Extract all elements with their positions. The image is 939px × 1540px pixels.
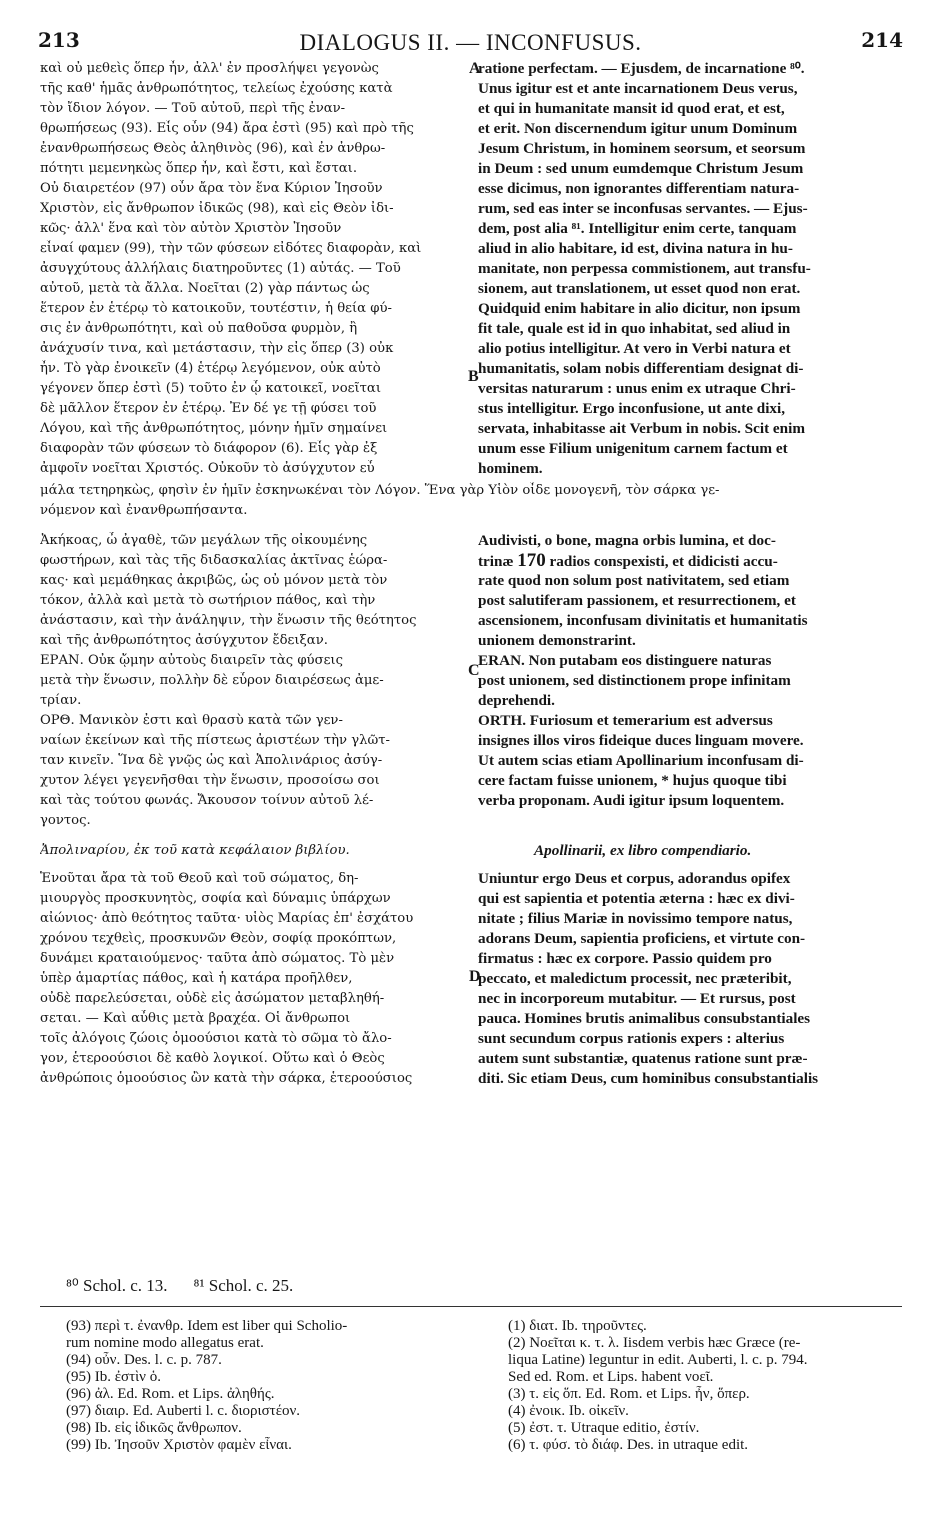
- greek-line: τόκον, ἀλλὰ καὶ μετὰ τὸ σωτήριον πάθος, καὶ τὴν: [40, 593, 376, 608]
- scholia-ref: ⁸⁰ Schol. c. 13.: [66, 1276, 168, 1295]
- latin-line: ORTH. Furiosum et temerarium est adversus: [478, 712, 773, 729]
- footnote-line: (93) περὶ τ. ἐνανθρ. Idem est liber qui Scholio-: [66, 1318, 348, 1334]
- latin-line: aliud in alio habitare, id est, divina natura in hu-: [478, 240, 793, 257]
- latin-line: stus intelligitur. Ergo inconfusione, ut ante dixi,: [478, 400, 786, 417]
- latin-line: Uniuntur ergo Deus et corpus, adorandus opifex: [478, 870, 791, 887]
- greek-line: ἀσυγχύτους ἀλλήλαις διατηροῦντες (1) αὐτάς. — Τοῦ: [40, 261, 401, 276]
- latin-text: trinæ: [478, 553, 514, 570]
- latin-line: Quidquid enim habitare in alio dicitur, non ipsum: [478, 300, 801, 317]
- greek-line: καὶ τὰς τούτου φωνάς. Ἄκουσον τοίνυν αὐτοῦ λέ-: [40, 793, 374, 808]
- greek-line: τὸν ἴδιον λόγον. — Τοῦ αὐτοῦ, περὶ τῆς ἐναν-: [40, 101, 346, 116]
- scholia-ref: ⁸¹ Schol. c. 25.: [193, 1276, 294, 1295]
- greek-line: καὶ τῆς ἀνθρωπότητος ἀσύγχυτον ἔδειξαν.: [40, 633, 328, 648]
- greek-line: ἀμφοῖν νοεῖται Χριστός. Οὐκοῦν τὸ ἀσύγχυτον εὖ: [40, 461, 375, 476]
- greek-line: ἀνάστασιν, καὶ τὴν ἀνάληψιν, τὴν ἕνωσιν τῆς θεότητος: [40, 613, 417, 628]
- greek-spanning-line: νόμενον καὶ ἐνανθρωπήσαντα.: [40, 503, 248, 518]
- greek-line: ἀνάχυσίν τινα, καὶ μετάστασιν, τὴν εἰς ὅπερ (3) οὐκ: [40, 341, 394, 356]
- latin-line: sunt secundum corpus rationis expers : alterius: [478, 1030, 785, 1047]
- greek-line: μιουργὸς προσκυνητὸς, σοφία καὶ δύναμις ὑπάρχων: [40, 891, 391, 906]
- latin-line: cere factam fuisse unionem, * hujus quoque tibi: [478, 772, 787, 789]
- latin-line: qui est sapientia et potentia æterna : hæc ex divi-: [478, 890, 795, 907]
- latin-line: peccato, et maledictum processit, nec præteribit,: [478, 970, 792, 987]
- footnote-line: (5) ἐστ. τ. Utraque editio, ἐστίν.: [508, 1420, 700, 1436]
- greek-line: διαφορὰν τῶν φύσεων τὸ διάφορον (6). Εἷς γὰρ ἐξ: [40, 441, 378, 456]
- greek-line: σις ἐν ἀνθρωπότητι, καὶ οὐ παθοῦσα φυρμὸν, ἢ: [40, 321, 358, 336]
- greek-line: δὲ μᾶλλον ἕτερον ἐν ἑτέρῳ. Ἐν δέ γε τῇ φύσει τοῦ: [40, 401, 377, 416]
- page-number-right: 214: [861, 28, 903, 52]
- footnote-line: (4) ἐνοικ. Ib. οἰκεῖν.: [508, 1403, 629, 1419]
- latin-line: ERAN. Non putabam eos distinguere naturas: [478, 652, 772, 669]
- footnote-line: (2) Νοεῖται κ. τ. λ. Iisdem verbis hæc Græce (re-: [508, 1335, 801, 1351]
- greek-line: τοῖς ἀλόγοις ζώοις ὁμοούσιοι κατὰ τὸ σῶμα τὸ ἄλο-: [40, 1031, 392, 1046]
- latin-line: servata, inhabitasse ait Verbum in nobis. Scit enim: [478, 420, 805, 437]
- latin-line: diti. Sic etiam Deus, cum hominibus consubstantialis: [478, 1070, 819, 1087]
- greek-line: τρίαν.: [40, 693, 82, 708]
- footnote-line: (3) τ. εἰς ὅπ. Ed. Rom. et Lips. ἦν, ὅπερ.: [508, 1386, 750, 1402]
- greek-line: Ἀκήκοας, ὦ ἀγαθὲ, τῶν μεγάλων τῆς οἰκουμένης: [40, 533, 368, 548]
- greek-line: Ἑνοῦται ἄρα τὰ τοῦ Θεοῦ καὶ τοῦ σώματος, δη-: [40, 871, 359, 886]
- greek-line: ἦν. Τὸ γὰρ ἐνοικεῖν (4) ἑτέρῳ λεγόμενον, οὐκ αὐτὸ: [40, 361, 381, 376]
- latin-line: ratione perfectam. — Ejusdem, de incarnatione ⁸⁰.: [478, 60, 805, 77]
- running-title: DIALOGUS II. — INCONFUSUS.: [299, 30, 642, 55]
- greek-line: Λόγου, καὶ τῆς ἀνθρωπότητος, μόνην ἡμῖν σημαίνει: [40, 421, 388, 436]
- latin-line: nec in incorporeum mutabitur. — Et rursus, post: [478, 990, 796, 1007]
- greek-line: καὶ οὐ μεθεὶς ὅπερ ἦν, ἀλλ' ἐν προσλήψει γεγονὼς: [40, 61, 379, 76]
- latin-line: hominem.: [478, 460, 543, 477]
- footnote-line: (6) τ. φύσ. τὸ διάφ. Des. in utraque edit.: [508, 1437, 749, 1453]
- footnote-line: (98) Ib. εἰς ἰδικῶς ἄνθρωπον.: [66, 1420, 242, 1436]
- greek-line: ΕΡΑΝ. Οὐκ ᾤμην αὐτοὺς διαιρεῖν τὰς φύσεις: [40, 653, 343, 668]
- latin-line: firmatus : hæc ex corpore. Passio quidem pro: [478, 950, 772, 967]
- section-letter-b: B: [468, 368, 479, 385]
- greek-line: πότητι μεμενηκὼς ὅπερ ἦν, καὶ ἔστι, καὶ ἔσται.: [40, 161, 358, 176]
- greek-line: φωστήρων, καὶ τὰς τῆς διδασκαλίας ἀκτῖνας ἑώρα-: [40, 553, 388, 568]
- greek-line: ὑπὲρ ἁμαρτίας πάθος, καὶ ἡ κατάρα προῆλθεν,: [40, 971, 353, 986]
- latin-text: radios conspexisti, et didicisti accu-: [549, 553, 778, 570]
- latin-line: Audivisti, o bone, magna orbis lumina, et doc-: [478, 532, 776, 549]
- latin-line: rum, sed eas inter se inconfusas servantes. — Ejus-: [478, 200, 808, 217]
- latin-line: Ut autem scias etiam Apollinarium inconfusam di-: [478, 752, 804, 769]
- latin-line: pauca. Homines brutis animalibus consubstantiales: [478, 1010, 811, 1027]
- page-number-left: 213: [38, 28, 80, 52]
- greek-line: σεται. — Καὶ αὖθις μετὰ βραχέα. Οἱ ἄνθρωποι: [40, 1011, 351, 1026]
- latin-line: alio potius intelligitur. At vero in Verbi natura et: [478, 340, 791, 357]
- scholia-references: [66, 1276, 293, 1296]
- latin-line: unionem demonstrarint.: [478, 632, 636, 649]
- greek-heading: Ἀπολιναρίου, ἐκ τοῦ κατὰ κεφάλαιον βιβλίου.: [40, 843, 350, 858]
- latin-line: et erit. Non discernendum igitur unum Dominum: [478, 120, 798, 137]
- footnote-line: (96) ἀλ. Ed. Rom. et Lips. ἀληθής.: [66, 1386, 275, 1402]
- greek-line: γοντος.: [40, 813, 91, 828]
- latin-line: autem sunt substantiæ, quatenus ratione sunt præ-: [478, 1050, 808, 1067]
- greek-line: γέγονεν ὅπερ ἐστὶ (5) τοῦτο ἐν ᾧ κατοικεῖ, νοεῖται: [40, 381, 382, 396]
- section-letter-c: C: [468, 662, 480, 679]
- greek-line: εἶναί φαμεν (99), τὴν τῶν φύσεων εἰδότες διαφορὰν, καὶ: [40, 241, 422, 256]
- greek-line: ναίων ἐκείνων καὶ τῆς πίστεως ἀριστέων τὴν γλῶτ-: [40, 733, 391, 748]
- latin-line: insignes illos viros fideique duces linguam movere.: [478, 732, 804, 749]
- greek-line: ἕτερον ἐν ἑτέρῳ τὸ κατοικοῦν, τουτέστιν, ἡ θεία φύ-: [40, 301, 392, 316]
- greek-line: κας· καὶ μεμάθηκας ἀκριβῶς, ὡς οὐ μόνον μετὰ τὸν: [40, 573, 388, 588]
- footnote-line: (97) διαιρ. Ed. Auberti l. c. διοριστέον.: [66, 1403, 301, 1419]
- greek-line: ΟΡΘ. Μανικὸν ἐστι καὶ θρασὺ κατὰ τῶν γεν-: [40, 713, 343, 728]
- footnote-line: Sed ed. Rom. et Lips. habent νοεῖ.: [508, 1369, 714, 1385]
- footnote-line: (99) Ib. Ἰησοῦν Χριστὸν φαμὲν εἶναι.: [66, 1437, 292, 1453]
- greek-line: χρόνου τεχθεὶς, προσκυνῶν Θεὸν, σοφίᾳ προκόπτων,: [40, 931, 397, 946]
- greek-line: Χριστὸν, εἰς ἄνθρωπον ἰδικῶς (98), καὶ εἰς Θεὸν ἰδι-: [40, 201, 394, 216]
- latin-line: adorans Deum, sapientia proficiens, et virtute con-: [478, 930, 806, 947]
- latin-line: esse dicimus, non ignorantes differentiam natura-: [478, 180, 800, 197]
- latin-line: post unionem, sed distinctionem prope infinitam: [478, 672, 791, 689]
- latin-line: ascensionem, inconfusam divinitatis et humanitatis: [478, 612, 808, 629]
- footnote-line: (94) οὖν. Des. l. c. p. 787.: [66, 1352, 222, 1368]
- greek-line: τῆς καθ' ἡμᾶς ἀνθρωπότητος, τελείως ἐχούσης κατὰ: [40, 81, 393, 96]
- latin-heading: Apollinarii, ex libro compendiario.: [534, 842, 752, 859]
- footnote-line: liqua Latine) leguntur in edit. Auberti, l. c. p. 794.: [508, 1352, 808, 1368]
- greek-line: μετὰ τὴν ἕνωσιν, πολλὴν δὲ εὗρον διαιρέσεως ἀμε-: [40, 673, 384, 688]
- greek-line: χυτον λέγει γεγενῆσθαι τὴν ἕνωσιν, προσοίσω σοι: [40, 773, 380, 788]
- latin-line: versitas naturarum : unus enim ex utraque Chri-: [478, 380, 796, 397]
- greek-spanning-line: μάλα τετηρηκὼς, φησὶν ἐν ἡμῖν ἐσκηνωκέναι τὸν Λόγον. Ἕνα γὰρ Υἱὸν οἶδε μονογενῆ, τὸν σάρκα γε-: [40, 483, 720, 498]
- greek-line: Οὐ διαιρετέον (97) οὖν ἄρα τὸν ἕνα Κύριον Ἰησοῦν: [40, 181, 383, 196]
- latin-line: deprehendi.: [478, 692, 555, 709]
- latin-line: dem, post alia ⁸¹. Intelligitur enim certe, tanquam: [478, 220, 797, 237]
- greek-line: γον, ἑτεροούσιοι δὲ καθὸ λογικοί. Οὕτω καὶ ὁ Θεὸς: [40, 1051, 385, 1066]
- latin-line: humanitatis, solam nobis differentiam designat di-: [478, 360, 804, 377]
- latin-line: et qui in humanitate mansit id quod erat, et est,: [478, 100, 785, 117]
- latin-line: in Deum : sed unum eumdemque Christum Jesum: [478, 160, 804, 177]
- greek-line: δυνάμει κραταιούμενος· ταῦτα ἀπὸ σώματος. Τὸ μὲν: [40, 951, 395, 966]
- section-letter-d: D: [469, 968, 481, 985]
- footnote-line: (95) Ib. ἐστὶν ὁ.: [66, 1369, 161, 1385]
- greek-line: αὐτοῦ, μετὰ τὰ ἄλλα. Νοεῖται (2) γὰρ πάντως ὡς: [40, 281, 370, 296]
- greek-line: κῶς· ἀλλ' ἕνα καὶ τὸν αὐτὸν Χριστὸν Ἰησοῦν: [40, 221, 342, 236]
- greek-line: ἀνθρώποις ὁμοούσιος ὢν κατὰ τὴν σάρκα, ἑτεροούσιος: [40, 1071, 413, 1086]
- latin-line: fit tale, quale est id in quo inhabitat, sed aliud in: [478, 320, 791, 337]
- latin-line: Unus igitur est et ante incarnationem Deus verus,: [478, 80, 798, 97]
- latin-line: unum esse Filium unigenitum carnem factum et: [478, 440, 788, 457]
- latin-line: sionem, aut translationem, ut esset quod non erat.: [478, 280, 801, 297]
- latin-line: post salutiferam passionem, et resurrectionem, et: [478, 592, 796, 609]
- footnote-line: (1) διατ. Ib. τηροῦντες.: [508, 1318, 647, 1334]
- latin-line: nitate ; filius Mariæ in novissimo tempore natus,: [478, 910, 793, 927]
- footnote-line: rum nomine modo allegatus erat.: [66, 1335, 264, 1351]
- section-letter-a: A: [469, 60, 481, 77]
- footnote-rule: [40, 1306, 902, 1307]
- latin-line: manitate, non perpessa commistionem, aut transfu-: [478, 260, 811, 277]
- greek-line: αἰώνιος· ἀπὸ θεότητος ταῦτα· υἱὸς Μαρίας ἐπ' ἐσχάτου: [40, 911, 414, 926]
- greek-line: ἐνανθρωπήσεως Θεὸς ἀληθινὸς (96), καὶ ἐν ἀνθρω-: [40, 141, 386, 156]
- page-header: [38, 28, 903, 62]
- latin-line: Jesum Christum, in hominem seorsum, et seorsum: [478, 140, 806, 157]
- greek-line: οὐδὲ παρελεύσεται, οὐδὲ εἰς ἀσώματον μεταβληθή-: [40, 991, 385, 1006]
- latin-line: rate quod non solum post nativitatem, sed etiam: [478, 572, 790, 589]
- latin-line: verba proponam. Audi igitur ipsum loquentem.: [478, 792, 785, 809]
- column-number: 170: [517, 552, 546, 571]
- greek-line: ταν κινεῖν. Ἵνα δὲ γνῷς ὡς καὶ Ἀπολινάριος ἀσύγ-: [40, 753, 383, 768]
- latin-line: [478, 552, 902, 571]
- greek-line: θρωπήσεως (93). Εἷς οὖν (94) ἄρα ἐστὶ (95) καὶ πρὸ τῆς: [40, 121, 414, 136]
